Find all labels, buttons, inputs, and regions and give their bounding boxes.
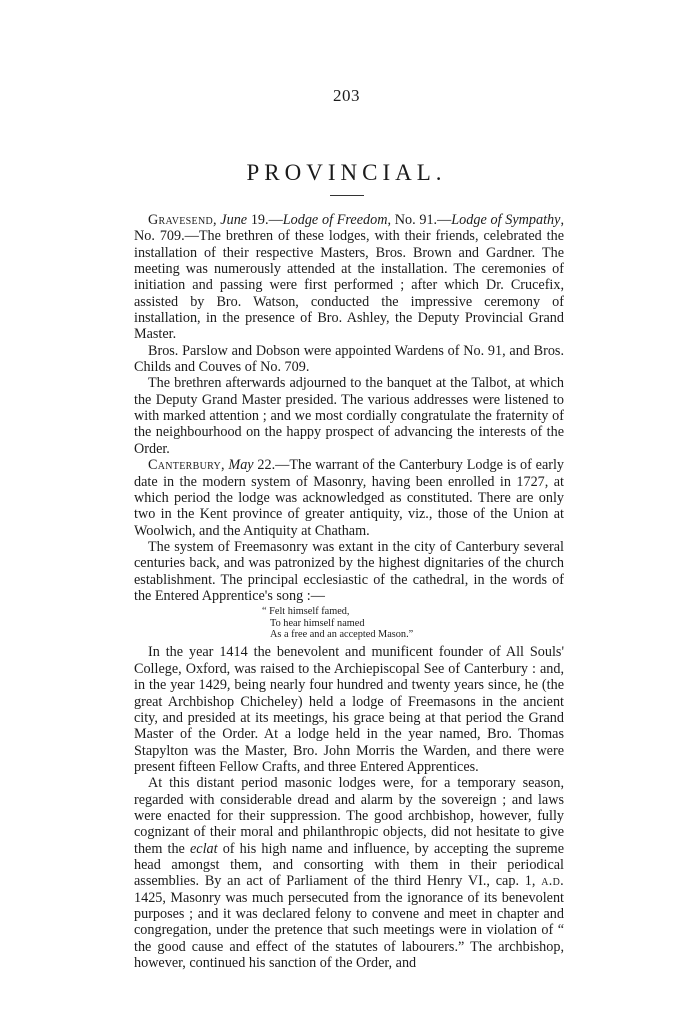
paragraph-group-after-quote [134,644,564,971]
text-run: of his high name and influence, by accepting the supreme head amongst them, and consorting with them in their periodical assemblies. By an act of Parliament of the third Henry VI., cap. 1, [134,840,564,890]
page-number: 203 [333,86,360,105]
paragraph [134,343,564,376]
text-run: , [213,212,221,228]
text-run: Gravesend [148,212,213,228]
text-run: At this distant period masonic lodges were, for a temporary season, regarded with considerable dread and alarm by the sovereign ; and laws were enacted for their suppression. The good archbishop, however, fully cognizant of their moral and philanthropic objects, did not hesitate to give them the [134,775,564,857]
paragraph [134,539,564,604]
quote-line: As a free and an accepted Mason.” [270,629,414,641]
paragraph [134,375,564,457]
title-rule [330,195,364,196]
text-run: May [228,457,254,474]
text-run: , No. 709.—The brethren of these lodges, with their friends, celebrated the installation of their respective Masters, Bros. Brown and Gardner. The meeting was numerously attended at the installation. The ceremonies of initiation and passing were first performed ; after which Dr. Crucefix, assisted by Bro. Watson, conducted the impressive ceremony of installation, in the presence of Bro. Ashley, the Deputy Provincial Grand Master. [134,212,564,343]
text-run: , [221,457,229,474]
text-run: eclat [189,840,218,857]
text-run: Canterbury [148,457,222,474]
paragraph-group-before-quote [134,212,564,604]
text-run: , No. 91.— [387,212,452,228]
section-title: PROVINCIAL. [246,160,447,185]
text-run: a.d. [541,873,564,890]
paragraph [134,212,564,343]
text-run: Lodge of Freedom [282,212,388,228]
song-quote [262,606,564,640]
text-run: The system of Freemasonry was extant in the city of Canterbury several centuries back, and was patronized by the highest dignitaries of the church establishment. The principal ecclesiastic of the cathedral, in the words of the Entered Apprentice's song :— [134,538,564,604]
text-run: Lodge of Sympathy [451,212,561,228]
paragraph [134,775,564,971]
text-run: June [220,212,248,228]
text-run: 22.—The warrant of the Canterbury Lodge is of early date in the modern system of Masonry, having been enrolled in 1727, at which period the lodge was acknowledged as constituted. There are only two in the Kent province of greater antiquity, viz., those of the Union at Woolwich, and the Antiquity at Chatham. [134,457,564,539]
quote-line: To hear himself named [270,617,365,629]
body-text [134,212,564,971]
quote-line: “ Felt himself famed, [262,606,350,618]
text-run: 19.— [247,212,283,228]
text-run: Bros. Parslow and Dobson were appointed Wardens of No. 91, and Bros. Childs and Couves of No. 709. [134,342,564,376]
text-run: 1425, Masonry was much persecuted from the ignorance of its benevolent purposes ; and it was declared felony to convene and meet in chapter and congregation, under the pretence that such meetings were in violation of “ the good cause and effect of the statutes of labourers.” The archbishop, however, continued his sanction of the Order, and [134,889,564,971]
paragraph [134,644,564,775]
text-run: In the year 1414 the benevolent and munificent founder of All Souls' College, Oxford, was raised to the Archiepiscopal See of Canterbury : and, in the year 1429, being nearly four hundred and twenty years since, he (the great Archbishop Chicheley) held a lodge of Freemasons in the ancient city, and presided at its meetings, his grace being at that period the Grand Master of the Order. At a lodge held in the year named, Bro. Thomas Stapylton was the Master, Bro. John Morris the Warden, and there were present fifteen Fellow Crafts, and three Entered Apprentices. [134,644,564,775]
paragraph [134,457,564,539]
text-run: The brethren afterwards adjourned to the banquet at the Talbot, at which the Deputy Grand Master presided. The various addresses were listened to with marked attention ; and we most cordially congratulate the fraternity of the neighbourhood on the happy prospect of advancing the interests of the Order. [134,375,564,457]
